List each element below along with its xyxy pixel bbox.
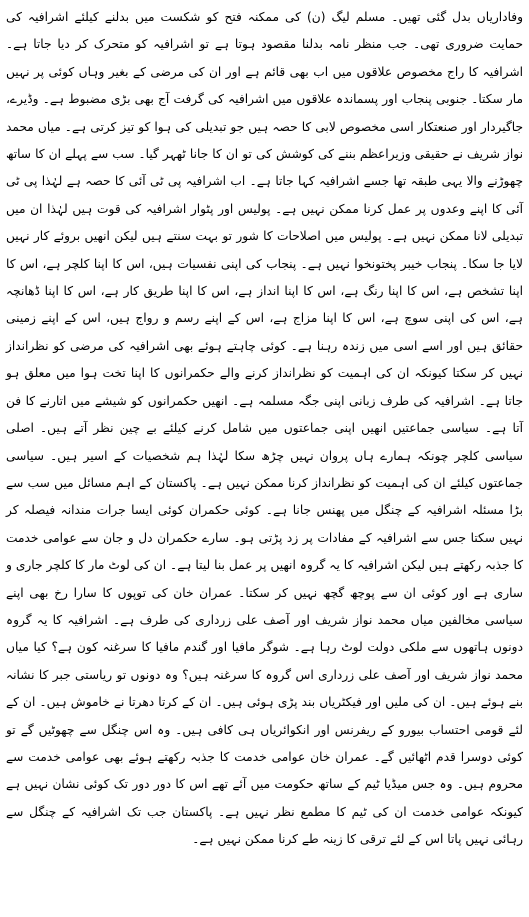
- article-body: وفاداریاں بدل گئی تھیں۔ مسلم لیگ (ن) کی ممکنہ فتح کو شکست میں بدلنے کیلئے اشرافیہ کی حمایت ضروری تھی۔ جب منظر نامہ بدلنا مقصود ہوتا ہے تو اشرافیہ کو متحرک کر دیا جاتا ہے۔ اشرافیہ کا راج مخصوص علاقوں میں اب بھی قائم ہے اور ان کی مرضی کے بغیر وہاں کوئی پر نہیں مار سکتا۔ جنوبی پنجاب اور پسماندہ علاقوں میں اشرافیہ کی گرفت آج بھی بڑی مضبوط ہے۔ وڈیرے، جاگیردار اور صنعتکار اسی مخصوص لابی کا حصہ ہیں جو تبدیلی کی ہوا کو تیز کرتی ہے۔ میاں محمد نواز شریف نے حقیقی وزیراعظم بننے کی کوشش کی تو ان کا جانا ٹھہر گیا۔ سب سے پہلے ان کا ساتھ چھوڑنے والا یہی طبقہ تھا جسے اشرافیہ کہا جاتا ہے۔ اب اشرافیہ پی ٹی آئی کا حصہ ہے لہٰذا پی ٹی آئی کا اپنے وعدوں پر عمل کرنا ممکن نہیں ہے۔ پولیس اور پٹوار اشرافیہ کی قوت ہیں لہٰذا ان میں تبدیلی لانا ممکن نہیں ہے۔ پولیس میں اصلاحات کا شور تو بہت سنتے ہیں لیکن انھیں بروئے کار نہیں لایا جا سکا۔ پنجاب خیبر پختونخوا نہیں ہے۔ پنجاب کی اپنی نفسیات ہیں، اس کا اپنا کلچر ہے، اس کا اپنا تشخص ہے، اس کا اپنا رنگ ہے، اس کا اپنا انداز ہے، اس کا اپنا طریق کار ہے، اس کا اپنا ڈھانچہ ہے، اس کی اپنی سوچ ہے، اس کا اپنا مزاج ہے، اس کے اپنے رسم و رواج ہیں، اس کے اپنے زمینی حقائق ہیں اور اسے اسی میں زندہ رہنا ہے۔ کوئی چاہتے ہوئے بھی اشرافیہ کی مرضی کو نظرانداز نہیں کر سکتا کیونکہ ان کی اہمیت کو نظرانداز کرنے والے حکمرانوں کا اپنا تخت ہوا میں معلق ہو جاتا ہے۔ اشرافیہ کی طرف زبانی اپنی جگہ مسلمہ ہے۔ انھیں حکمرانوں کو شیشے میں اتارنے کا فن آتا ہے۔ سیاسی جماعتیں انھیں اپنی جماعتوں میں شامل کرنے کیلئے بے چین نظر آتے ہیں۔ اصلی سیاسی کلچر چونکہ ہمارے ہاں پروان نہیں چڑھ سکا لہٰذا ہم شخصیات کے اسیر ہیں۔ سیاسی جماعتوں کیلئے ان کی اہمیت کو نظرانداز کرنا ممکن نہیں ہے۔ پاکستان کے اہم مسائل میں سب سے بڑا مسئلہ اشرافیہ کے چنگل میں پھنس جانا ہے۔ کوئی حکمران کوئی ایسا جرات مندانہ فیصلہ کر نہیں سکتا جس سے اشرافیہ کے مفادات پر زد پڑتی ہو۔ سارے حکمران دل و جان سے عوامی خدمت کا جذبہ رکھتے ہیں لیکن اشرافیہ کا یہ گروہ انھیں پر عمل بنا لیتا ہے۔ ان کی لوٹ مار کا کلچر جاری و ساری ہے اور کوئی ان سے پوچھ گچھ نہیں کر سکتا۔ عمران خان کی توپوں کا سارا رخ بھی اپنے سیاسی مخالفین میاں محمد نواز شریف اور آصف علی زرداری کی طرف ہے۔ اشرافیہ کا یہ گروہ دونوں ہاتھوں سے ملکی دولت لوٹ رہا ہے۔ شوگر مافیا اور گندم مافیا کا سرغنہ کون ہے؟ کیا میاں محمد نواز شریف اور آصف علی زرداری اس گروہ کا سرغنہ ہیں؟ وہ دونوں تو ریاستی جبر کا نشانہ بنے ہوئے ہیں۔ ان کی ملیں اور فیکٹریاں بند پڑی ہوئی ہیں۔ ان کے کرتا دھرتا نے خاموش ہیں۔ ان کے لئے قومی احتساب بیورو کے ریفرنس اور انکوائریاں ہی کافی ہیں۔ وہ اس چنگل سے چھوٹیں گے تو کوئی دوسرا قدم اٹھائیں گے۔ عمران خان عوامی خدمت کا جذبہ رکھتے ہوئے بھی عوامی خدمت سے محروم ہیں۔ وہ جس میڈیا ٹیم کے ساتھ حکومت میں آئے تھے اس کا دور دور تک کوئی نشان نہیں ہے کیونکہ عوامی خدمت ان کی ٹیم کا مطمع نظر نہیں ہے۔ پاکستان جب تک اشرافیہ کے چنگل سے رہائی نہیں پاتا اس کے لئے ترقی کا زینہ طے کرنا ممکن نہیں ہے۔: [6, 10, 523, 847]
